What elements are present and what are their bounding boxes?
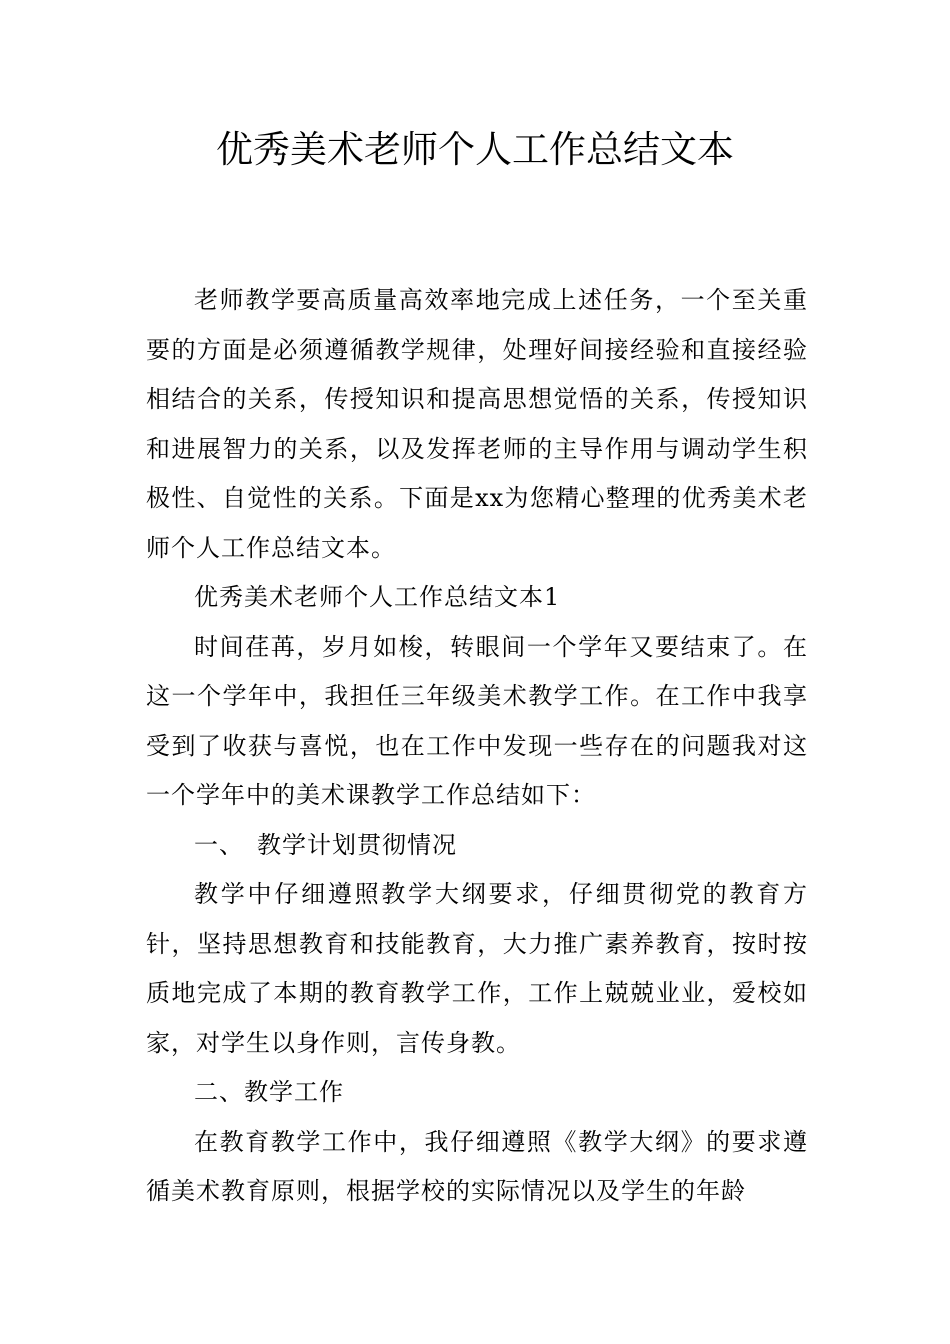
paragraph-teaching-work: 在教育教学工作中，我仔细遵照《教学大纲》的要求遵循美术教育原则，根据学校的实际情况以及学生的年龄 — [146, 1127, 808, 1205]
paragraph-opening: 时间荏苒，岁月如梭，转眼间一个学年又要结束了。在这一个学年中，我担任三年级美术教学工作。在工作中我享受到了收获与喜悦，也在工作中发现一些存在的问题我对这一个学年中的美术课教学工作总结如下： — [146, 632, 808, 809]
section-heading-1: 优秀美术老师个人工作总结文本1 — [194, 583, 561, 611]
subheading-teaching-work: 二、教学工作 — [194, 1078, 344, 1106]
intro-paragraph: 老师教学要高质量高效率地完成上述任务，一个至关重要的方面是必须遵循教学规律，处理好间接经验和直接经验相结合的关系，传授知识和提高思想觉悟的关系，传授知识和进展智力的关系，以及发挥老师的主导作用与调动学生积极性、自觉性的关系。下面是xx为您精心整理的优秀美术老师个人工作总结文本。 — [146, 286, 808, 562]
document-title: 优秀美术老师个人工作总结文本 — [216, 128, 734, 171]
subheading-teaching-plan: 一、 教学计划贯彻情况 — [194, 830, 457, 859]
paragraph-teaching-plan: 教学中仔细遵照教学大纲要求，仔细贯彻党的教育方针，坚持思想教育和技能教育，大力推广素养教育，按时按质地完成了本期的教育教学工作，工作上兢兢业业，爱校如家，对学生以身作则，言传身教。 — [146, 880, 808, 1057]
document-body — [146, 276, 808, 1217]
